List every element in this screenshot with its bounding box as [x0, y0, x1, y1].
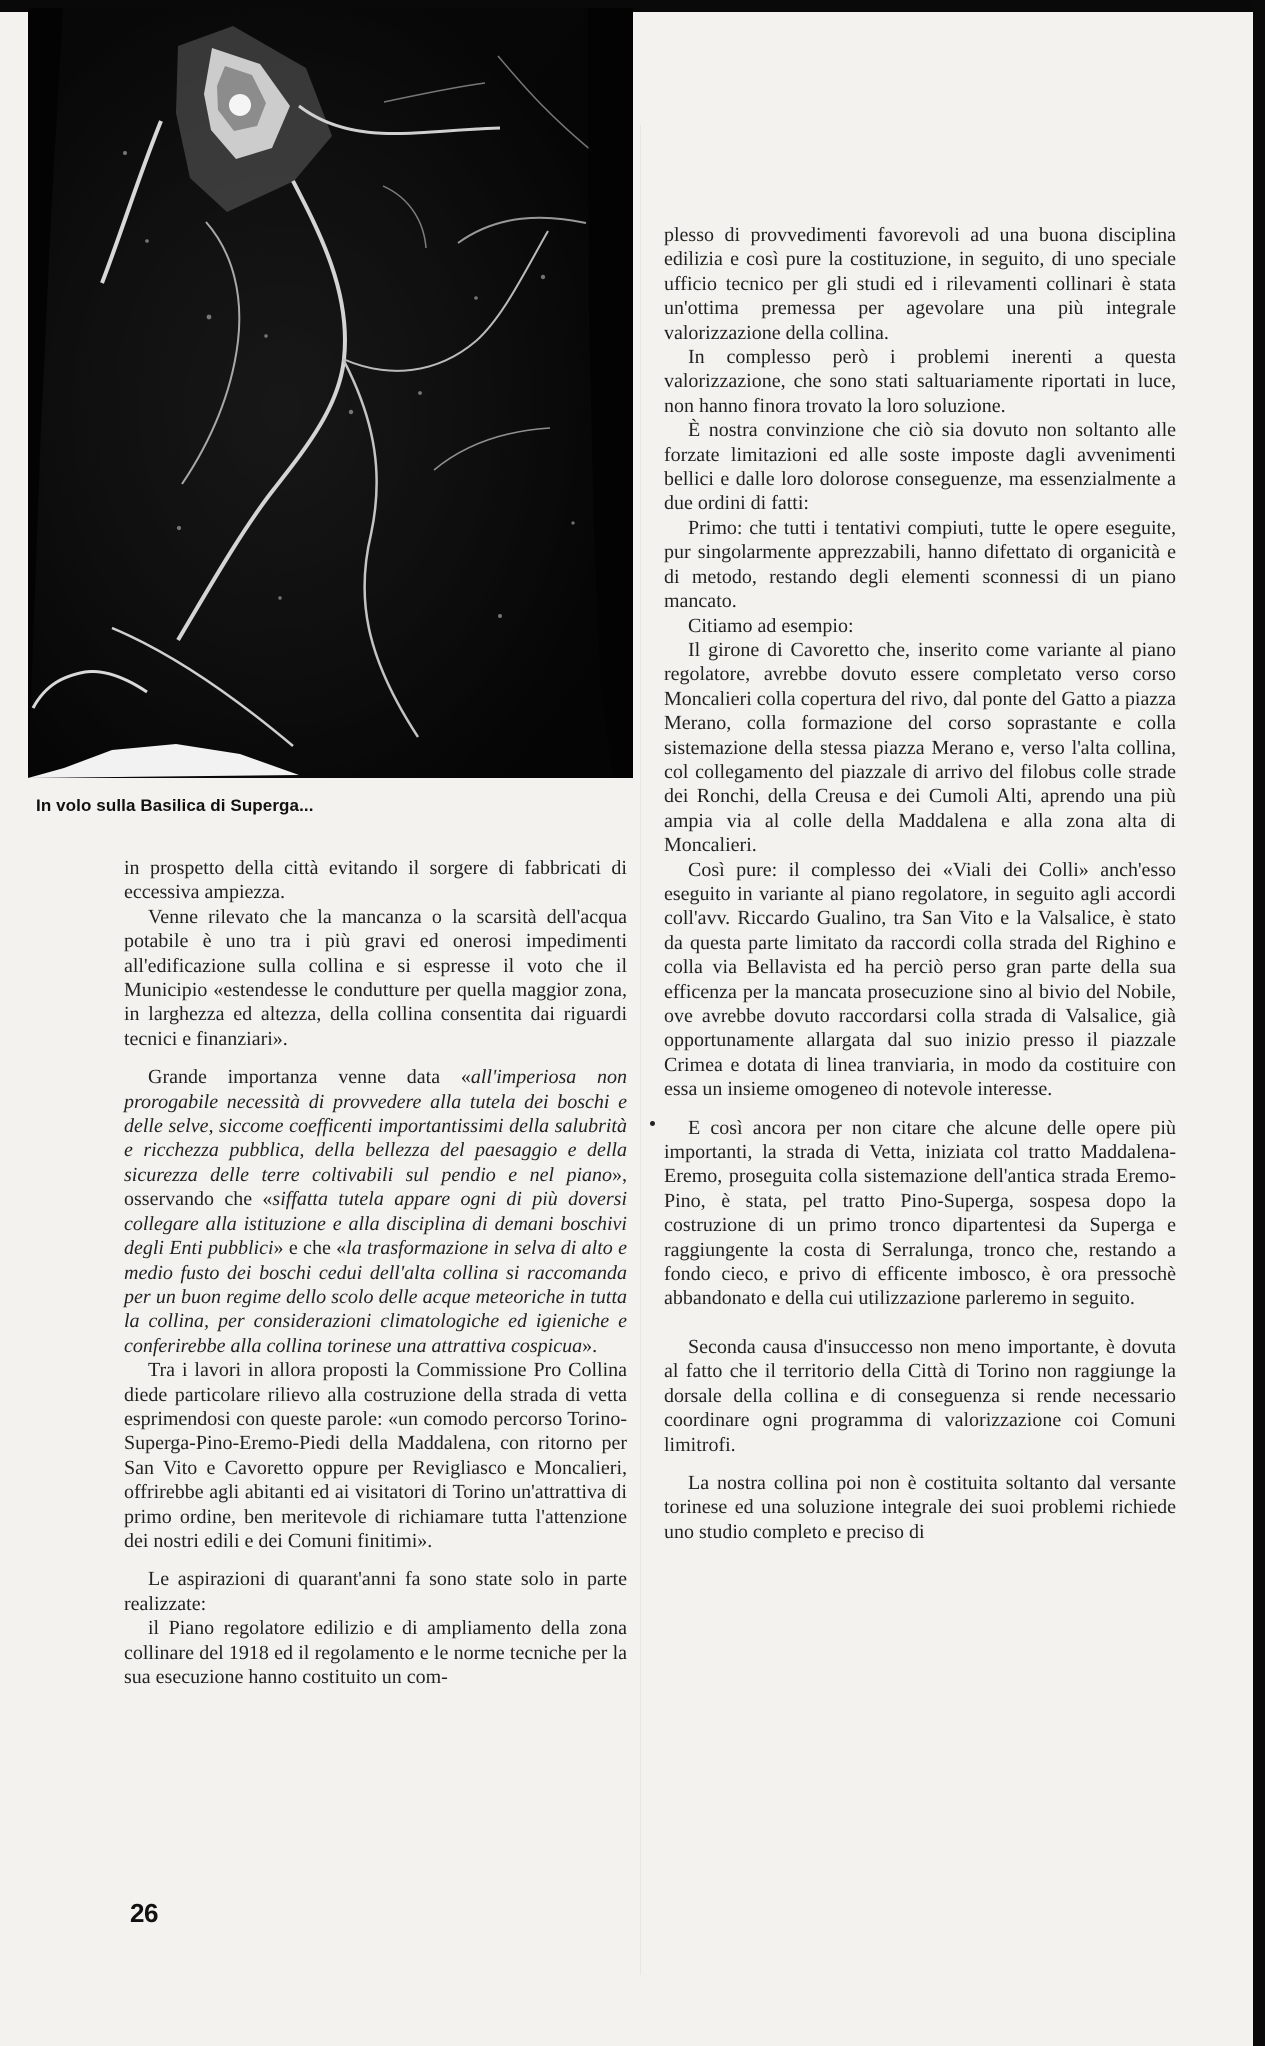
- left-paragraph-3-end: ».: [582, 1334, 598, 1357]
- left-paragraph-6: il Piano regolatore edilizio e di ampliamento della zona collinare del 1918 ed il regolamento e le norme tecniche per la sua esecuzione hanno costituito un com-: [124, 1617, 627, 1688]
- left-paragraph-4: Tra i lavori in allora proposti la Commissione Pro Collina diede particolare rilievo alla costruzione della strada di vetta esprimendosi con queste parole: «un comodo percorso Torino-Superga-Pino-Eremo-Piedi della Maddalena, con ritorno per San Vito e Cavoretto oppure per Revigliasco e Moncalieri, offrirebbe agli abitanti ed ai visitatori di Torino un'attrattiva di primo ordine, ben meritevole di richiamare tutta l'attenzione dei nostri edili e dei Comuni finitimi».: [124, 1359, 627, 1552]
- scan-border-right: [1253, 0, 1265, 2046]
- photo-caption: In volo sulla Basilica di Superga...: [36, 796, 314, 815]
- right-paragraph-3: È nostra convinzione che ciò sia dovuto non soltanto alle forzate limitazioni ed alle soste imposte dagli avvenimenti bellici e dalle loro dolorose conseguenze, ma essenzialmente a due ordini di fatti:: [664, 419, 1176, 515]
- aerial-photo-illustration: [28, 8, 633, 778]
- right-paragraph-10: La nostra collina poi non è costituita soltanto dal versante torinese ed una soluzione integrale dei suoi problemi richiede uno studio completo e preciso di: [664, 1471, 1176, 1543]
- left-paragraph-3-quote-3: la trasformazione in selva di alto e medio fusto dei boschi cedui dell'alta collina si raccomanda per un buon regime dello scolo delle acque meteoriche in tutta la collina, per considerazioni climatologiche ed igieniche e conferirebbe alla collina torinese una attrattiva cospicua: [124, 1237, 627, 1357]
- column-gutter: [640, 125, 641, 1975]
- right-paragraph-5: Citiamo ad esempio:: [688, 614, 854, 637]
- left-paragraph-3-quote-2: siffatta tutela appare ogni di più doversi collegare alla istituzione e alla disciplina di demani boschivi degli Enti pubblici: [124, 1188, 627, 1260]
- left-paragraph-3-mid-1: », osservando che «: [124, 1163, 627, 1211]
- aerial-photo: [28, 8, 633, 778]
- left-paragraph-3-mid-2: » e che «: [273, 1237, 347, 1260]
- right-paragraph-4: Primo: che tutti i tentativi compiuti, tutte le opere eseguite, pur singolarmente apprezzabili, hanno difettato di organicità e di metodo, restando degli elementi sconnessi di un piano mancato.: [664, 516, 1176, 613]
- left-paragraph-1: in prospetto della città evitando il sorgere di fabbricati di eccessiva ampiezza.: [124, 857, 627, 904]
- right-paragraph-9: Seconda causa d'insuccesso non meno importante, è dovuta al fatto che il territorio della Città di Torino non raggiunge la dorsale della collina e di conseguenza si rende necessario coordinare ogni programma di valorizzazione coi Comuni limitrofi.: [664, 1335, 1176, 1456]
- right-paragraph-1: plesso di provvedimenti favorevoli ad una buona disciplina edilizia e così pure la costituzione, in seguito, di uno speciale ufficio tecnico per gli studi ed i rilevamenti collinari è stata un'ottima premessa per agevolare una più integrale valorizzazione della collina.: [664, 224, 1176, 344]
- page-number: 26: [130, 1898, 158, 1928]
- margin-dot: [650, 1121, 655, 1126]
- left-text-column: [124, 856, 627, 1689]
- left-paragraph-3-quote-1: all'imperiosa non prorogabile necessità di provvedere alla tutela dei boschi e delle selve, siccome coefficenti importantissimi della salubrità e ricchezza pubblica, della bellezza del paesaggio e della sicurezza delle terre coltivabili sul pendio e nel piano: [124, 1066, 627, 1186]
- right-paragraph-6: Il girone di Cavoretto che, inserito come variante al piano regolatore, avrebbe dovuto essere completato verso corso Moncalieri colla copertura del rivo, dal ponte del Gatto a piazza Merano, colla formazione del corso soprastante e colla sistemazione della stessa piazza Merano e, verso l'alta collina, col collegamento del piazzale di arrivo del filobus colle strade dei Ronchi, della Creusa e dei Cumoli Alti, aprendo una più ampia via al colle della Maddalena e alla zona alta di Moncalieri.: [664, 638, 1176, 857]
- right-paragraph-8: E così ancora per non citare che alcune delle opere più importanti, la strada di Vetta, iniziata col tratto Maddalena-Eremo, proseguita colla sistemazione dell'antica strada Eremo-Pino, è stata, pel tratto Pino-Superga, sospesa dopo la costruzione di un primo tronco dipartentesi da Superga e raggiungente la costa di Serralunga, tronco che, restando a fondo cieco, e privo di efficente imbosco, è ora pressochè abbandonato e della cui utilizzazione parleremo in seguito.: [664, 1116, 1176, 1310]
- left-paragraph-5: Le aspirazioni di quarant'anni fa sono state solo in parte realizzate:: [124, 1568, 627, 1615]
- left-paragraph-3-intro: Grande importanza venne data «: [148, 1066, 471, 1089]
- right-paragraph-7: Così pure: il complesso dei «Viali dei Colli» anch'esso eseguito in variante al piano regolatore, in seguito agli accordi coll'avv. Riccardo Gualino, tra San Vito e la Valsalice, è stato da questa parte limitato da raccordi colla strada del Righino e colla via Bellavista ed ha perciò perso gran parte della sua efficenza per la mancata prosecuzione sino al bivio del Nobile, ove avrebbe dovuto raccordarsi colla strada di Valsalice, già opportunamente allargata dal suo inizio presso il piazzale Crimea e dotata di linea tranviaria, in modo da costituire con essa un insieme omogeneo di notevole interesse.: [664, 858, 1176, 1101]
- right-paragraph-2: In complesso però i problemi inerenti a questa valorizzazione, che sono stati saltuariamente riportati in luce, non hanno finora trovato la loro soluzione.: [664, 346, 1176, 417]
- left-paragraph-2: Venne rilevato che la mancanza o la scarsità dell'acqua potabile è uno tra i più gravi ed onerosi impedimenti all'edificazione sulla collina e si espresse il voto che il Municipio «estendesse le condutture per quella maggior zona, in larghezza ed altezza, della collina consentita dai riguardi tecnici e finanziari».: [124, 905, 627, 1050]
- right-text-column: [664, 223, 1176, 1544]
- left-paragraph-3: [124, 1065, 627, 1358]
